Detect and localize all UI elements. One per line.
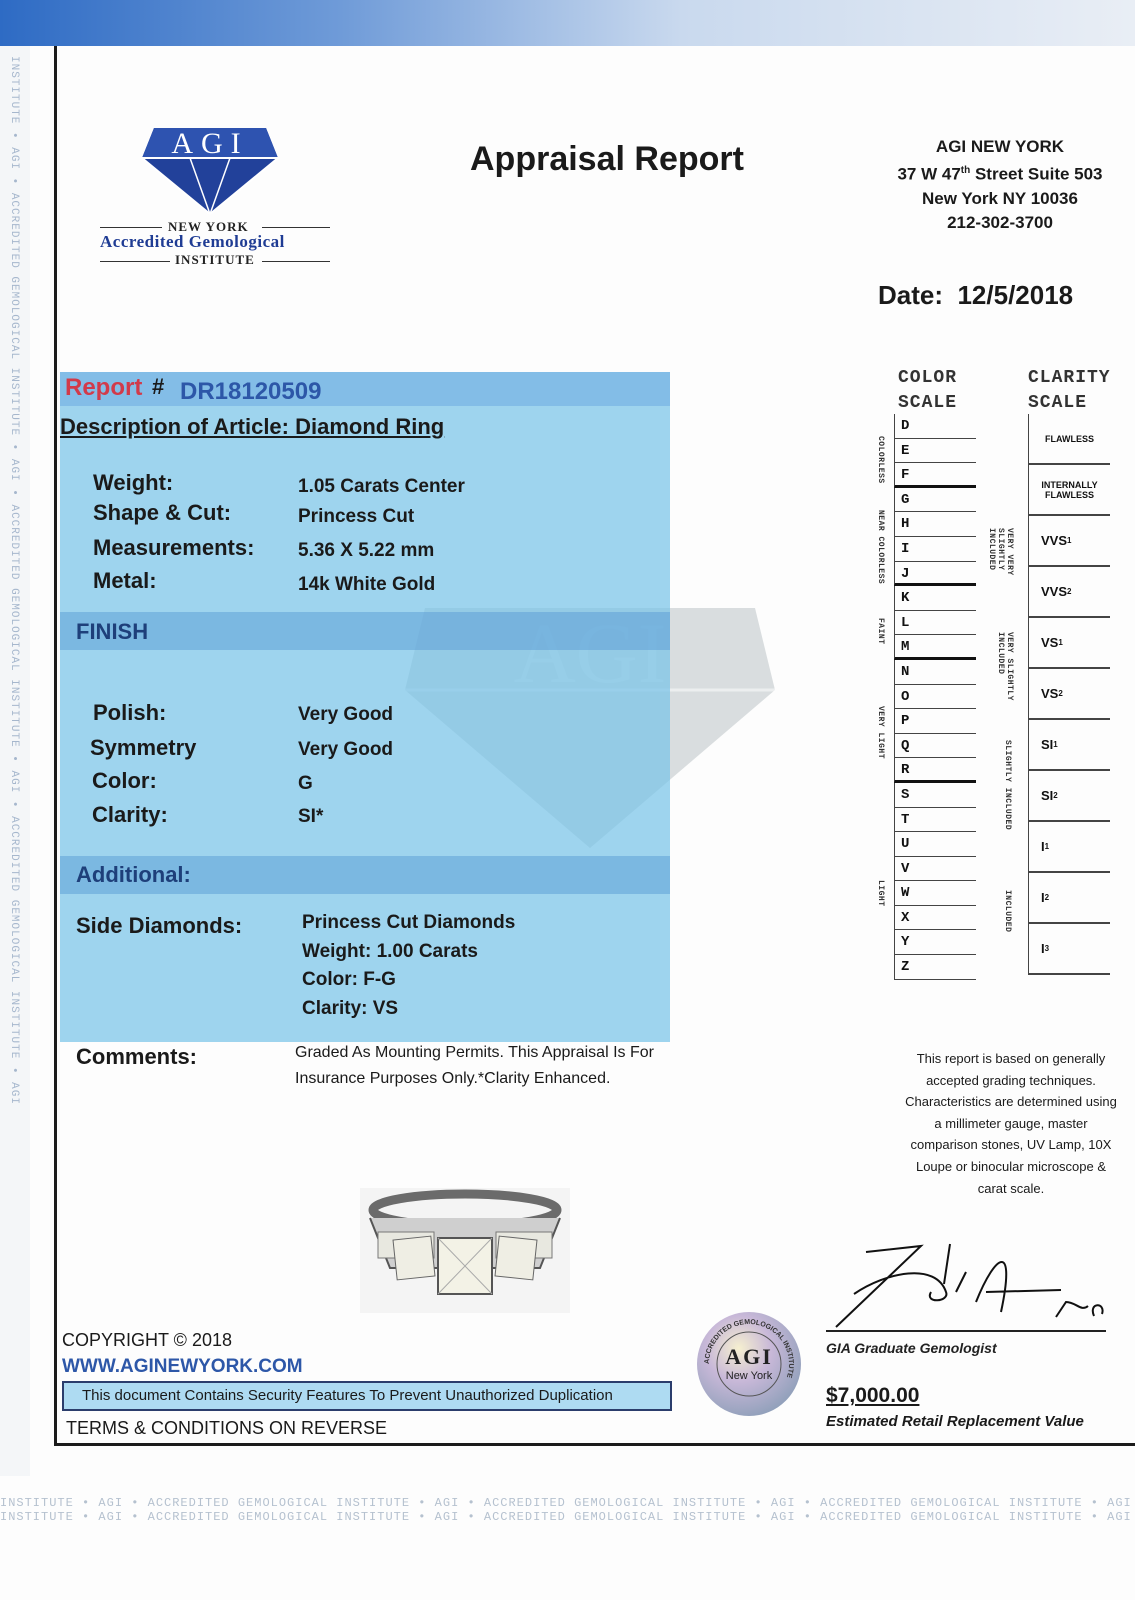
seal-ring-text: ACCREDITED GEMOLOGICAL INSTITUTE: [703, 1318, 795, 1379]
clarity-grade: I 3: [1028, 924, 1110, 975]
appraised-value: $7,000.00: [826, 1384, 920, 1407]
gemologist-title: GIA Graduate Gemologist: [826, 1340, 997, 1356]
lab-name: AGI NEW YORK: [935, 137, 1065, 156]
color-grade: P: [894, 709, 976, 734]
color-grade: J: [894, 562, 976, 587]
side-diamonds-line: Princess Cut Diamonds: [302, 912, 516, 933]
color-grade: O: [894, 685, 976, 710]
color-group-label: LIGHT: [876, 880, 885, 907]
clarity-grade: VS 1: [1028, 618, 1110, 669]
color-grade: Q: [894, 734, 976, 759]
color-grade: Z: [894, 955, 976, 980]
side-diamonds-line: Color: F-G: [302, 969, 396, 991]
clarity-grade: VVS 2: [1028, 567, 1110, 618]
clarity-grade: SI 1: [1028, 720, 1110, 771]
lab-street: 37 W 47th Street Suite 503: [897, 164, 1103, 184]
clarity-grade: VVS 1: [1028, 516, 1110, 567]
clarity-grade: I 1: [1028, 822, 1110, 873]
security-notice: This document Contains Security Features To Prevent Unauthorized Duplication: [62, 1381, 672, 1411]
bottom-strip-text: INSTITUTE • AGI • ACCREDITED GEMOLOGICAL INSTITUTE • AGI • ACCREDITED GEMOLOGICAL INSTITUTE • AGI • ACCREDITED GEMOLOGICAL INSTITUTE • AGI: [0, 1496, 1132, 1510]
color-grade: H: [894, 512, 976, 537]
clarity-group-label: INCLUDED: [1003, 890, 1012, 933]
color-grade: G: [894, 488, 976, 513]
comments-line: Insurance Purposes Only.*Clarity Enhanced.: [295, 1070, 611, 1087]
logo-rule: [100, 261, 170, 262]
logo-rule: [262, 261, 330, 262]
copyright-notice: COPYRIGHT © 2018: [62, 1330, 232, 1350]
spec-label: Weight:: [93, 470, 174, 495]
website-link[interactable]: WWW.AGINEWYORK.COM: [62, 1356, 303, 1377]
color-scale-header: COLOR SCALE: [898, 368, 958, 413]
comments-label: Comments:: [76, 1044, 198, 1069]
color-grade: R: [894, 758, 976, 783]
comments-line: Graded As Mounting Permits. This Appraisal Is For: [295, 1044, 654, 1061]
clarity-grade: INTERNALLY FLAWLESS: [1028, 465, 1110, 516]
bottom-security-strip: [0, 1496, 1135, 1536]
side-diamonds-line: Weight: 1.00 Carats: [302, 940, 478, 962]
color-grade: V: [894, 857, 976, 882]
color-grade: U: [894, 832, 976, 857]
side-diamonds-label: Side Diamonds:: [76, 913, 243, 938]
clarity-grade: VS 2: [1028, 669, 1110, 720]
logo-rule: [100, 227, 162, 228]
logo-line-2: Accredited Gemological: [100, 232, 285, 251]
finish-value: SI*: [298, 806, 324, 827]
finish-value: Very Good: [298, 704, 394, 725]
color-group-label: FAINT: [876, 618, 885, 645]
color-grade: K: [894, 586, 976, 611]
clarity-grade: SI 2: [1028, 771, 1110, 822]
clarity-scale: [1028, 414, 1110, 975]
clarity-grade: I 2: [1028, 873, 1110, 924]
report-hash: #: [152, 374, 165, 399]
spec-value: 5.36 X 5.22 mm: [298, 540, 435, 561]
signature-line: [826, 1330, 1106, 1332]
color-grade: X: [894, 906, 976, 931]
clarity-group-label: VERY SLIGHTLY INCLUDED: [996, 632, 1014, 701]
clarity-group-label: SLIGHTLY INCLUDED: [1003, 740, 1012, 831]
clarity-grade: FLAWLESS: [1028, 414, 1110, 465]
color-grade: D: [894, 414, 976, 439]
terms-notice: TERMS & CONDITIONS ON REVERSE: [66, 1418, 388, 1438]
color-grade: I: [894, 537, 976, 562]
bottom-strip-text: INSTITUTE • AGI • ACCREDITED GEMOLOGICAL INSTITUTE • AGI • ACCREDITED GEMOLOGICAL INSTITUTE • AGI • ACCREDITED GEMOLOGICAL INSTITUTE • AGI: [0, 1510, 1132, 1524]
page-title: Appraisal Report: [470, 140, 744, 178]
color-grade: E: [894, 439, 976, 464]
color-group-label: NEAR COLORLESS: [876, 510, 885, 585]
logo-line-1: NEW YORK: [168, 219, 249, 234]
lab-city: New York NY 10036: [922, 188, 1078, 208]
spec-label: Measurements:: [93, 535, 255, 560]
spec-value: 14k White Gold: [298, 574, 436, 595]
left-strip-text: INSTITUTE • AGI • ACCREDITED GEMOLOGICAL INSTITUTE • AGI • ACCREDITED GEMOLOGICAL INSTITUTE • AGI • ACCREDITED GEMOLOGICAL INSTITUTE • AGI: [8, 56, 20, 1105]
color-grade: L: [894, 611, 976, 636]
article-description: Description of Article: Diamond Ring: [60, 414, 445, 439]
lab-phone: 212-302-3700: [947, 212, 1053, 232]
finish-label: Color:: [92, 768, 157, 793]
finish-label: Clarity:: [92, 802, 168, 827]
grading-disclaimer: This report is based on generally accepted grading techniques. Characteristics are determined using a millimeter gauge, master comparison stones, UV Lamp, 10X Loupe or binocular microscope & carat scale.: [905, 1051, 1117, 1196]
clarity-group-label: VERY VERY SLIGHTLY INCLUDED: [987, 528, 1014, 576]
color-grade: N: [894, 660, 976, 685]
left-security-strip: [0, 46, 30, 1476]
gemologist-signature: [826, 1232, 1116, 1332]
clarity-scale-header: CLARITY SCALE: [1028, 368, 1111, 413]
logo-rule: [262, 227, 330, 228]
appraised-value-label: Estimated Retail Replacement Value: [826, 1413, 1084, 1430]
report-date: Date: 12/5/2018: [878, 280, 1074, 310]
spec-label: Shape & Cut:: [93, 500, 232, 525]
side-diamonds-line: Clarity: VS: [302, 998, 399, 1020]
report-number: DR18120509: [180, 378, 322, 405]
finish-value: Very Good: [298, 739, 394, 760]
logo-letters: AGI: [171, 127, 249, 160]
agi-hologram-seal: [695, 1310, 803, 1418]
spec-value: 1.05 Carats Center: [298, 476, 465, 497]
color-group-label: COLORLESS: [876, 436, 885, 484]
color-group-label: VERY LIGHT: [876, 706, 885, 760]
comments-text: [295, 1040, 695, 1092]
color-grade: W: [894, 881, 976, 906]
color-scale: [894, 414, 976, 980]
logo-line-3: INSTITUTE: [175, 252, 255, 267]
finish-value: G: [298, 773, 313, 794]
finish-label: Polish:: [93, 700, 167, 725]
report-label: Report: [65, 374, 143, 401]
side-diamonds-details: [302, 909, 515, 1024]
additional-heading: Additional:: [76, 862, 191, 887]
spec-value: Princess Cut: [298, 506, 415, 527]
finish-label: Symmetry: [90, 735, 197, 760]
finish-heading: FINISH: [76, 619, 149, 644]
color-grade: Y: [894, 930, 976, 955]
color-grade: S: [894, 783, 976, 808]
finish-band: [60, 612, 670, 650]
agi-logo-diamond: [140, 122, 280, 217]
ring-photo: [360, 1188, 570, 1313]
seal-city: New York: [725, 1370, 773, 1382]
top-color-band: [0, 0, 1135, 46]
color-grade: M: [894, 635, 976, 660]
color-grade: T: [894, 808, 976, 833]
color-grade: F: [894, 463, 976, 488]
lab-address: [880, 135, 1120, 235]
seal-letters: AGI: [725, 1344, 773, 1369]
spec-label: Metal:: [93, 568, 157, 593]
